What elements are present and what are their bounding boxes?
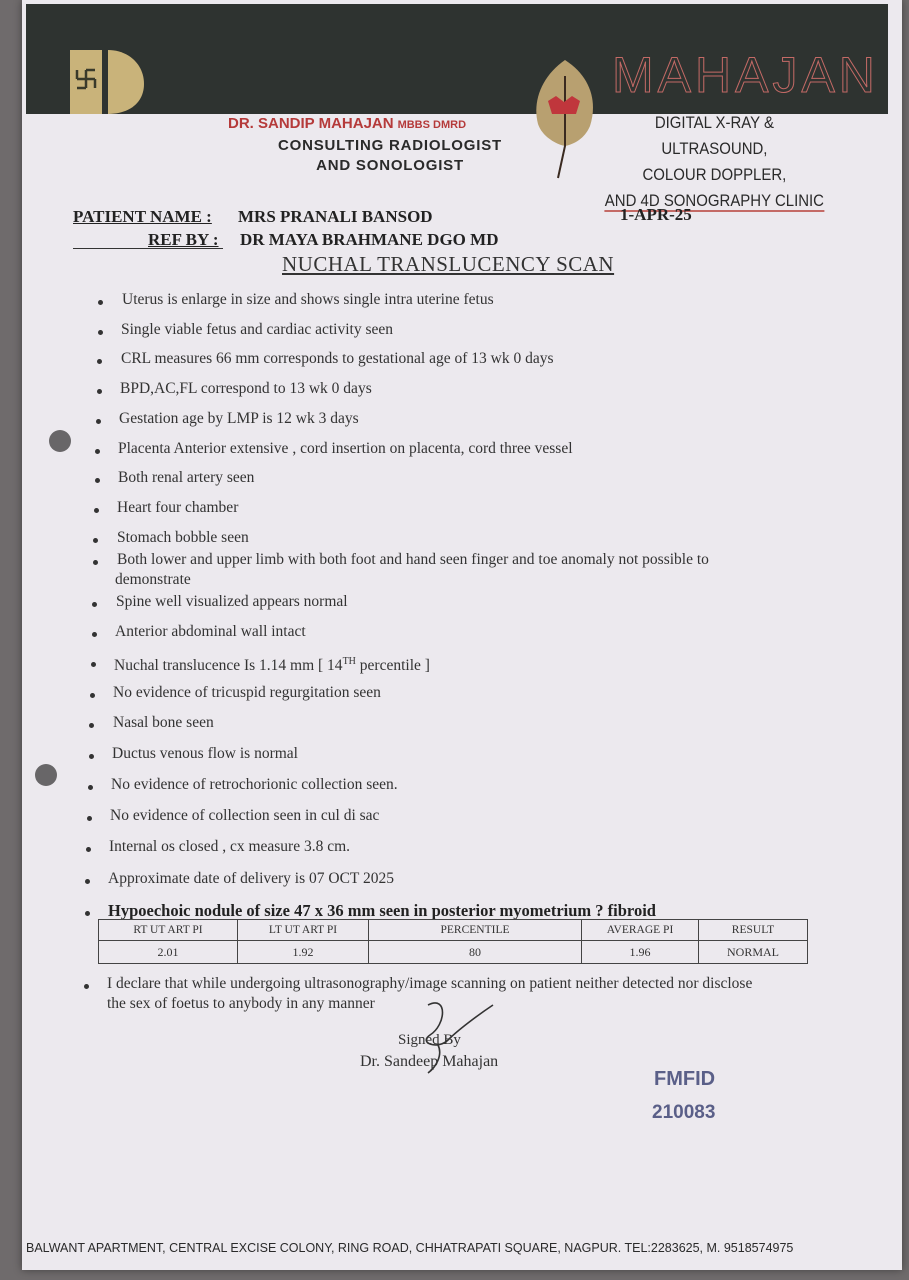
finding-item	[120, 379, 372, 399]
finding-item	[111, 775, 398, 795]
bullet-icon	[92, 602, 97, 607]
finding-text: No evidence of tricuspid regurgitation seen	[113, 684, 381, 701]
table-cell: 80	[369, 941, 582, 964]
signed-by-label: Signed By	[398, 1032, 461, 1048]
clinic-line-2: COLOUR DOPPLER,	[642, 165, 787, 184]
finding-text: Heart four chamber	[117, 499, 239, 516]
finding-item	[115, 622, 306, 642]
finding-text: No evidence of collection seen in cul di sac	[110, 807, 380, 824]
role-line-1: CONSULTING RADIOLOGIST	[278, 137, 502, 154]
clinic-line-3: AND 4D SONOGRAPHY CLINIC	[604, 191, 824, 210]
brand-word: MAHAJAN	[612, 47, 879, 103]
bullet-icon	[97, 389, 102, 394]
bullet-icon	[88, 785, 93, 790]
punch-hole-bottom	[35, 764, 57, 786]
finding-item	[113, 713, 214, 733]
referring-doctor: DR MAYA BRAHMANE DGO MD	[240, 230, 499, 249]
doppler-table-row	[99, 941, 808, 964]
bullet-icon	[96, 419, 101, 424]
table-cell: NORMAL	[699, 941, 808, 964]
fmfid-label: FMFID	[654, 1068, 716, 1090]
doppler-table	[98, 919, 808, 964]
doctor-name: DR. SANDIP MAHAJAN MBBS DMRD	[228, 115, 467, 132]
table-cell: 1.96	[582, 941, 699, 964]
finding-text: Spine well visualized appears normal	[116, 593, 348, 610]
patient-name-label: PATIENT NAME :	[73, 207, 212, 226]
finding-item	[109, 837, 350, 857]
bullet-icon	[85, 879, 90, 884]
table-header-cell: LT UT ART PI	[238, 920, 369, 941]
finding-text: No evidence of retrochorionic collection seen.	[111, 776, 398, 793]
bullet-icon	[94, 508, 99, 513]
finding-text: Internal os closed , cx measure 3.8 cm.	[109, 838, 351, 855]
bullet-icon	[89, 754, 94, 759]
leaf-logo	[530, 56, 600, 181]
swastika-logo	[68, 44, 144, 114]
finding-text: Single viable fetus and cardiac activity seen	[121, 321, 394, 338]
finding-item	[117, 498, 238, 518]
finding-text: Gestation age by LMP is 12 wk 3 days	[119, 410, 359, 427]
finding-text: Approximate date of delivery is 07 OCT 2025	[108, 870, 394, 887]
finding-text: Nasal bone seen	[113, 714, 214, 731]
bullet-icon	[91, 662, 96, 667]
finding-item	[113, 683, 381, 703]
table-header-cell: AVERAGE PI	[582, 920, 699, 941]
bullet-icon	[95, 449, 100, 454]
finding-item	[118, 468, 254, 488]
table-cell: 2.01	[99, 941, 238, 964]
finding-continuation: demonstrate	[115, 571, 191, 588]
finding-text: Both renal artery seen	[118, 469, 255, 486]
finding-text: Hypoechoic nodule of size 47 x 36 mm seen in posterior myometrium ? fibroid	[108, 901, 656, 920]
finding-text: I declare that while undergoing ultrasonography/image scanning on patient neither detected nor disclose	[107, 975, 753, 992]
bullet-icon	[93, 560, 98, 565]
table-header-cell: RESULT	[699, 920, 808, 941]
bullet-icon	[98, 330, 103, 335]
finding-item	[118, 439, 573, 459]
signatory-name: Dr. Sandeep Mahajan	[360, 1053, 499, 1070]
table-header-cell: PERCENTILE	[369, 920, 582, 941]
finding-text: Nuchal translucence Is 1.14 mm [ 14	[114, 657, 343, 675]
report-title: NUCHAL TRANSLUCENCY SCAN	[282, 252, 615, 276]
doctor-degree: MBBS DMRD	[397, 119, 467, 131]
finding-item	[108, 869, 394, 889]
fmfid-number: 210083	[652, 1102, 716, 1123]
finding-item	[110, 806, 379, 826]
clinic-line-1: DIGITAL X-RAY & ULTRASOUND,	[654, 113, 774, 158]
finding-item	[121, 349, 553, 369]
finding-text: Ductus venous flow is normal	[112, 745, 298, 762]
footer-address: BALWANT APARTMENT, CENTRAL EXCISE COLONY, RING ROAD, CHHATRAPATI SQUARE, NAGPUR. TEL:2283625, M. 9518574975	[26, 1241, 794, 1255]
finding-text: Placenta Anterior extensive , cord insertion on placenta, cord three vessel	[118, 440, 573, 457]
bullet-icon	[98, 300, 103, 305]
doctor-role	[240, 136, 540, 176]
bullet-icon	[86, 847, 91, 852]
finding-item	[121, 320, 393, 340]
declaration-continuation: the sex of foetus to anybody in any manner	[107, 995, 375, 1012]
bullet-icon	[93, 538, 98, 543]
finding-item	[116, 592, 348, 612]
finding-text: Stomach bobble seen	[117, 529, 249, 546]
doppler-table-header	[99, 920, 808, 941]
finding-item	[112, 744, 298, 764]
bullet-icon	[90, 693, 95, 698]
clinic-description	[600, 110, 829, 214]
bullet-icon	[84, 984, 89, 989]
finding-item	[122, 290, 494, 310]
finding-item	[117, 528, 249, 548]
finding-text: BPD,AC,FL correspond to 13 wk 0 days	[120, 380, 372, 397]
patient-name: MRS PRANALI BANSOD	[238, 207, 433, 226]
bullet-icon	[95, 478, 100, 483]
finding-text: Uterus is enlarge in size and shows single intra uterine fetus	[122, 291, 494, 308]
finding-text: CRL measures 66 mm corresponds to gestational age of 13 wk 0 days	[121, 350, 554, 367]
finding-item	[114, 652, 430, 676]
finding-item	[119, 409, 359, 429]
role-line-2: AND SONOLOGIST	[316, 157, 464, 174]
bullet-icon	[92, 632, 97, 637]
finding-text: Anterior abdominal wall intact	[115, 623, 306, 640]
percentile-superscript: TH	[342, 656, 356, 667]
percentile-tail: percentile ]	[355, 657, 430, 675]
finding-text: Both lower and upper limb with both foot and hand seen finger and toe anomaly not possible to	[117, 551, 709, 568]
report-date: 1-APR-25	[620, 205, 692, 224]
table-cell: 1.92	[238, 941, 369, 964]
bullet-icon	[87, 816, 92, 821]
punch-hole-top	[49, 430, 71, 452]
bullet-icon	[85, 911, 90, 916]
table-header-cell: RT UT ART PI	[99, 920, 238, 941]
bullet-icon	[97, 359, 102, 364]
ref-by-label: REF BY :	[148, 230, 219, 249]
bullet-icon	[89, 723, 94, 728]
finding-item	[117, 550, 709, 590]
finding-item	[108, 901, 656, 921]
